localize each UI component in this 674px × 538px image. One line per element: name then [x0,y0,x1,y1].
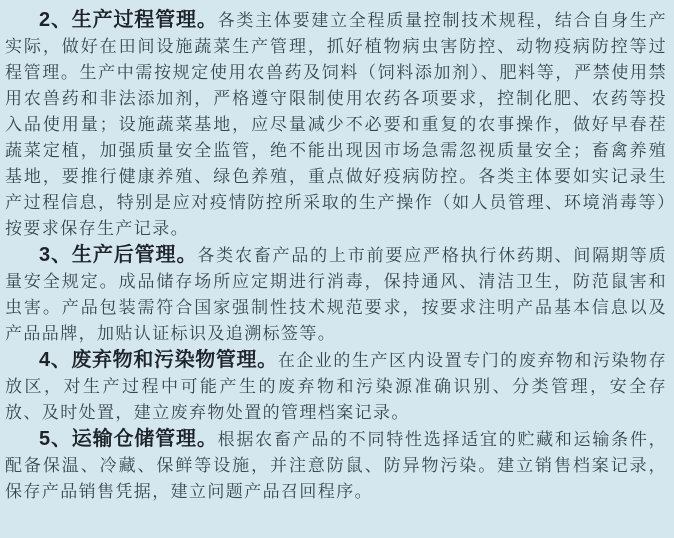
section-heading-production-process: 2、生产过程管理。 [39,9,218,31]
section-paragraph-production-process [5,7,667,242]
section-heading-transport-storage: 5、运输仓储管理。 [39,428,218,450]
section-body-waste-pollutant: 在企业的生产区内设置专门的废弃物和污染物存放区，对生产过程中可能产生的废弃物和污染源准确识别、分类管理，安全存放、及时处置，建立废弃物处置的管理档案记录。 [5,351,668,422]
section-body-production-process: 各类主体要建立全程质量控制技术规程，结合自身生产实际，做好在田间设施蔬菜生产管理，抓好植物病虫害防控、动物疫病防控等过程管理。生产中需按规定使用农兽药及饲料（饲料添加剂）、肥料等，严禁使用禁用农兽药和非法添加剂，严格遵守限制使用农药各项要求，控制化肥、农药等投入品使用量；设施蔬菜基地，应尽量减少不必要和重复的农事操作，做好早春茬蔬菜定植，加强质量安全监管，绝不能出现因市场急需忽视质量安全；畜禽养殖基地，要推行健康养殖、绿色养殖，重点做好疫病防控。各类主体要如实记录生产过程信息，特别是应对疫情防控所采取的生产操作（如人员管理、环境消毒等）按要求保存生产记录。 [5,11,667,238]
section-body-transport-storage: 根据农畜产品的不同特性选择适宜的贮藏和运输条件，配备保温、冷藏、保鲜等设施，并注意防鼠、防异物污染。建立销售档案记录，保存产品销售凭据，建立问题产品召回程序。 [5,430,667,501]
section-body-post-production: 各类农畜产品的上市前要应严格执行休药期、间隔期等质量安全规定。成品储存场所应定期进行消毒，保持通风、清洁卫生，防范鼠害和虫害。产品包装需符合国家强制性技术规范要求，按要求注明产品基本信息以及产品品牌，加贴认证标识及追溯标签等。 [5,246,667,343]
section-paragraph-post-production [5,242,667,347]
section-paragraph-transport-storage [5,426,667,505]
section-heading-waste-pollutant: 4、废弃物和污染物管理。 [39,349,278,371]
section-paragraph-waste-pollutant [5,347,667,426]
section-heading-post-production: 3、生产后管理。 [39,244,198,266]
